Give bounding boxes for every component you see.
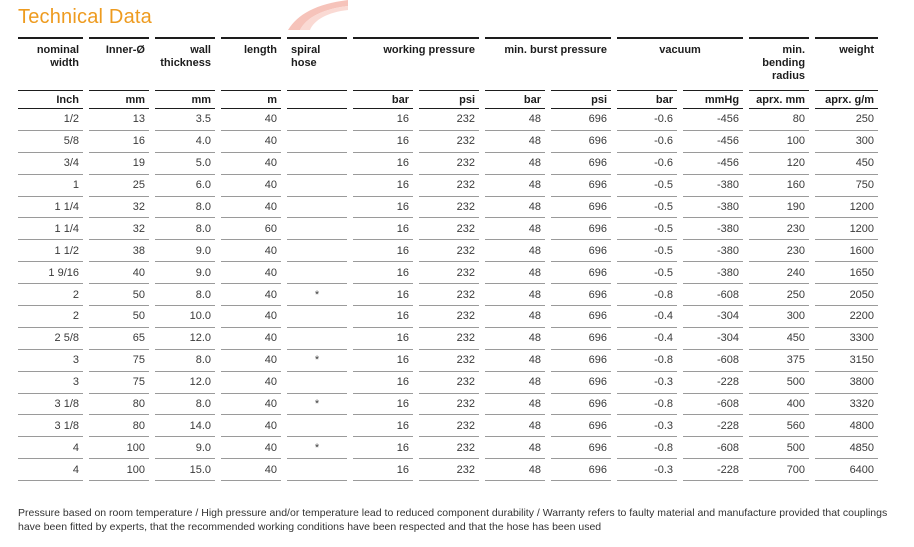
table-cell: 400 <box>746 393 812 415</box>
table-cell <box>284 240 350 262</box>
table-row <box>18 327 878 349</box>
table-cell: 9.0 <box>152 437 218 459</box>
table-cell: 48 <box>482 371 548 393</box>
table-row <box>18 262 878 284</box>
unit-cell: m <box>218 91 284 109</box>
table-cell: 232 <box>416 262 482 284</box>
table-row <box>18 196 878 218</box>
table-cell: 120 <box>746 152 812 174</box>
table-cell: 232 <box>416 415 482 437</box>
table-cell: 1 1/4 <box>18 218 86 240</box>
table-cell: 75 <box>86 371 152 393</box>
table-cell: 16 <box>350 306 416 328</box>
table-cell: 48 <box>482 262 548 284</box>
table-cell: 232 <box>416 327 482 349</box>
table-cell: 16 <box>350 262 416 284</box>
table-cell: -0.3 <box>614 415 680 437</box>
table-row <box>18 218 878 240</box>
table-cell: 3.5 <box>152 109 218 131</box>
table-cell: 160 <box>746 174 812 196</box>
table-cell: 40 <box>218 415 284 437</box>
table-row <box>18 109 878 131</box>
table-cell: 700 <box>746 459 812 481</box>
table-cell: 75 <box>86 349 152 371</box>
table-cell: 16 <box>350 218 416 240</box>
table-cell: 696 <box>548 174 614 196</box>
table-cell <box>284 218 350 240</box>
table-cell: 80 <box>746 109 812 131</box>
table-row <box>18 306 878 328</box>
table-cell: 232 <box>416 196 482 218</box>
table-row <box>18 174 878 196</box>
table-cell: -456 <box>680 109 746 131</box>
table-cell: 232 <box>416 130 482 152</box>
table-cell: -228 <box>680 459 746 481</box>
table-cell: 48 <box>482 130 548 152</box>
table-cell: -0.5 <box>614 174 680 196</box>
table-cell: -0.5 <box>614 218 680 240</box>
table-cell: 16 <box>350 109 416 131</box>
table-cell: 40 <box>218 349 284 371</box>
table-cell: 4.0 <box>152 130 218 152</box>
table-cell: 40 <box>218 196 284 218</box>
table-cell: 696 <box>548 415 614 437</box>
table-cell: 40 <box>218 437 284 459</box>
unit-cell: bar <box>614 91 680 109</box>
table-cell: -0.5 <box>614 262 680 284</box>
table-cell: 696 <box>548 371 614 393</box>
table-cell: 3150 <box>812 349 878 371</box>
table-cell: 232 <box>416 174 482 196</box>
table-cell: 80 <box>86 393 152 415</box>
table-row <box>18 240 878 262</box>
table-cell: 16 <box>350 174 416 196</box>
table-cell: 4 <box>18 459 86 481</box>
page-title: Technical Data <box>18 6 152 28</box>
header-bending-radius: min. bending radius <box>746 38 812 91</box>
table-cell: 232 <box>416 109 482 131</box>
table-cell: 3800 <box>812 371 878 393</box>
table-cell: 696 <box>548 393 614 415</box>
table-cell: 8.0 <box>152 349 218 371</box>
table-cell: * <box>284 437 350 459</box>
unit-cell: mm <box>86 91 152 109</box>
table-cell: 560 <box>746 415 812 437</box>
table-cell: 100 <box>86 459 152 481</box>
table-cell: -608 <box>680 284 746 306</box>
table-cell: 696 <box>548 130 614 152</box>
table-cell: 696 <box>548 349 614 371</box>
table-cell: 4800 <box>812 415 878 437</box>
table-cell: -0.8 <box>614 393 680 415</box>
table-cell: 6.0 <box>152 174 218 196</box>
table-cell: 3 1/8 <box>18 415 86 437</box>
table-cell <box>284 415 350 437</box>
table-cell: -304 <box>680 306 746 328</box>
table-row <box>18 152 878 174</box>
table-cell: 696 <box>548 196 614 218</box>
header-inner-diameter: Inner-Ø <box>86 38 152 91</box>
table-cell: 1650 <box>812 262 878 284</box>
table-cell: 19 <box>86 152 152 174</box>
table-cell: -608 <box>680 349 746 371</box>
table-cell: 50 <box>86 284 152 306</box>
unit-cell: bar <box>350 91 416 109</box>
table-cell: 696 <box>548 262 614 284</box>
table-cell: 40 <box>218 306 284 328</box>
footnote: Pressure based on room temperature / High pressure and/or temperature lead to reduced component durability / Warranty refers to faulty material and manufacture provided that couplings have been fitted by experts, that the recommended working conditions have been respected and that the hose has been used <box>18 507 888 533</box>
table-cell: -0.6 <box>614 130 680 152</box>
table-cell: -228 <box>680 371 746 393</box>
table-cell: 100 <box>86 437 152 459</box>
technical-data-table <box>18 37 878 481</box>
table-cell: 8.0 <box>152 218 218 240</box>
table-cell: 3320 <box>812 393 878 415</box>
table-cell: 3/4 <box>18 152 86 174</box>
table-cell: 40 <box>218 371 284 393</box>
table-cell: 13 <box>86 109 152 131</box>
table-cell: -228 <box>680 415 746 437</box>
table-cell: 40 <box>218 152 284 174</box>
table-cell: 48 <box>482 349 548 371</box>
table-cell: 48 <box>482 109 548 131</box>
table-cell: 190 <box>746 196 812 218</box>
table-cell: -0.5 <box>614 240 680 262</box>
table-cell: 2 5/8 <box>18 327 86 349</box>
table-cell: -0.4 <box>614 306 680 328</box>
table-cell: 40 <box>218 240 284 262</box>
table-cell: 232 <box>416 284 482 306</box>
table-cell: 230 <box>746 240 812 262</box>
table-cell: 232 <box>416 240 482 262</box>
table-cell: 450 <box>812 152 878 174</box>
header-length: length <box>218 38 284 91</box>
table-cell: 80 <box>86 415 152 437</box>
header-working-pressure: working pressure <box>350 38 482 91</box>
table-cell: 100 <box>746 130 812 152</box>
table-cell: 48 <box>482 327 548 349</box>
table-cell <box>284 262 350 284</box>
table-row <box>18 349 878 371</box>
table-cell: 250 <box>812 109 878 131</box>
table-cell: 696 <box>548 284 614 306</box>
table-cell: 48 <box>482 196 548 218</box>
table-cell: 1 9/16 <box>18 262 86 284</box>
table-cell: 450 <box>746 327 812 349</box>
table-cell: -0.3 <box>614 371 680 393</box>
table-cell: -456 <box>680 152 746 174</box>
table-cell <box>284 327 350 349</box>
table-cell: 16 <box>350 371 416 393</box>
table-cell: 232 <box>416 393 482 415</box>
table-cell <box>284 152 350 174</box>
unit-cell: mm <box>152 91 218 109</box>
unit-cell: psi <box>548 91 614 109</box>
table-cell: 375 <box>746 349 812 371</box>
table-cell: 16 <box>350 130 416 152</box>
table-cell: 230 <box>746 218 812 240</box>
table-body <box>18 109 878 481</box>
table-cell: * <box>284 284 350 306</box>
table-cell: -380 <box>680 174 746 196</box>
table-cell: 232 <box>416 371 482 393</box>
table-cell: 300 <box>812 130 878 152</box>
table-cell: 16 <box>350 393 416 415</box>
table-cell: 40 <box>218 130 284 152</box>
unit-cell: bar <box>482 91 548 109</box>
header-wall-thickness: wall thickness <box>152 38 218 91</box>
table-cell: -380 <box>680 218 746 240</box>
header-weight: weight <box>812 38 878 91</box>
table-cell: 15.0 <box>152 459 218 481</box>
table-cell: 40 <box>218 459 284 481</box>
table-cell: 8.0 <box>152 284 218 306</box>
table-cell: 500 <box>746 371 812 393</box>
table-cell: 696 <box>548 152 614 174</box>
table-cell: 16 <box>350 240 416 262</box>
table-cell: 48 <box>482 437 548 459</box>
table-cell: 2 <box>18 284 86 306</box>
table-cell <box>284 130 350 152</box>
table-cell: 3300 <box>812 327 878 349</box>
table-cell: 40 <box>218 109 284 131</box>
table-cell: 232 <box>416 459 482 481</box>
table-cell: -380 <box>680 262 746 284</box>
table-cell: * <box>284 393 350 415</box>
table-cell: 40 <box>218 262 284 284</box>
table-cell: 696 <box>548 306 614 328</box>
table-cell: 696 <box>548 327 614 349</box>
table-cell: 48 <box>482 284 548 306</box>
table-cell: 4 <box>18 437 86 459</box>
table-cell: 232 <box>416 349 482 371</box>
table-cell: -0.8 <box>614 349 680 371</box>
table-cell: 16 <box>350 327 416 349</box>
table-row <box>18 371 878 393</box>
table-cell <box>284 109 350 131</box>
table-cell: -0.4 <box>614 327 680 349</box>
header-vacuum: vacuum <box>614 38 746 91</box>
table-cell: 3 <box>18 371 86 393</box>
table-cell: -0.3 <box>614 459 680 481</box>
table-cell: 750 <box>812 174 878 196</box>
table-cell: 12.0 <box>152 327 218 349</box>
table-cell: 5.0 <box>152 152 218 174</box>
table-cell: 1 1/2 <box>18 240 86 262</box>
table-cell: 232 <box>416 437 482 459</box>
table-cell: -608 <box>680 393 746 415</box>
table-cell: 50 <box>86 306 152 328</box>
table-cell <box>284 371 350 393</box>
header-spiral-hose: spiral hose <box>284 38 350 91</box>
table-cell: 696 <box>548 240 614 262</box>
table-cell: 40 <box>218 284 284 306</box>
table-row <box>18 284 878 306</box>
table-cell: 40 <box>218 327 284 349</box>
table-cell: 32 <box>86 218 152 240</box>
table-cell <box>284 196 350 218</box>
unit-header-row <box>18 91 878 109</box>
table-cell <box>284 459 350 481</box>
table-cell: 250 <box>746 284 812 306</box>
table-cell <box>284 174 350 196</box>
table-cell: * <box>284 349 350 371</box>
table-cell: -304 <box>680 327 746 349</box>
header-burst-pressure: min. burst pressure <box>482 38 614 91</box>
table-cell: 40 <box>218 393 284 415</box>
table-cell: 14.0 <box>152 415 218 437</box>
table-cell: 8.0 <box>152 196 218 218</box>
table-cell: 300 <box>746 306 812 328</box>
table-cell: 696 <box>548 109 614 131</box>
table-cell: 16 <box>350 459 416 481</box>
table-cell: 40 <box>218 174 284 196</box>
table-cell: 9.0 <box>152 240 218 262</box>
table-cell: 232 <box>416 152 482 174</box>
table-cell: 12.0 <box>152 371 218 393</box>
table-cell: 232 <box>416 218 482 240</box>
table-cell: 500 <box>746 437 812 459</box>
table-cell: 48 <box>482 218 548 240</box>
table-cell: 48 <box>482 393 548 415</box>
table-cell: 240 <box>746 262 812 284</box>
header-nominal-width: nominal width <box>18 38 86 91</box>
table-cell: 40 <box>86 262 152 284</box>
table-cell: 1 <box>18 174 86 196</box>
table-cell: 25 <box>86 174 152 196</box>
unit-cell: aprx. g/m <box>812 91 878 109</box>
table-cell: 1 1/4 <box>18 196 86 218</box>
table-cell: -0.6 <box>614 109 680 131</box>
table-cell: 5/8 <box>18 130 86 152</box>
table-cell: -456 <box>680 130 746 152</box>
table-cell: 48 <box>482 240 548 262</box>
table-cell: 4850 <box>812 437 878 459</box>
table-cell: 3 1/8 <box>18 393 86 415</box>
table-cell: 8.0 <box>152 393 218 415</box>
table-cell: 48 <box>482 306 548 328</box>
table-cell: 60 <box>218 218 284 240</box>
table-cell: -380 <box>680 240 746 262</box>
table-cell: 16 <box>350 152 416 174</box>
unit-cell: psi <box>416 91 482 109</box>
table-cell: 48 <box>482 459 548 481</box>
column-header-row <box>18 38 878 91</box>
table-cell: -380 <box>680 196 746 218</box>
table-cell: 1200 <box>812 196 878 218</box>
table-cell: 2200 <box>812 306 878 328</box>
table-cell: 16 <box>350 196 416 218</box>
table-cell: 48 <box>482 174 548 196</box>
table-cell: 9.0 <box>152 262 218 284</box>
table-cell: 2 <box>18 306 86 328</box>
table-cell: 6400 <box>812 459 878 481</box>
table-cell: 16 <box>350 415 416 437</box>
table-cell: 1600 <box>812 240 878 262</box>
table-cell: 16 <box>350 284 416 306</box>
table-row <box>18 437 878 459</box>
table-row <box>18 130 878 152</box>
table-cell: 48 <box>482 415 548 437</box>
table-row <box>18 415 878 437</box>
table-cell: 16 <box>350 437 416 459</box>
table-cell: 696 <box>548 459 614 481</box>
table-cell: 2050 <box>812 284 878 306</box>
table-cell <box>284 306 350 328</box>
table-cell: 16 <box>350 349 416 371</box>
unit-cell: Inch <box>18 91 86 109</box>
table-cell: 32 <box>86 196 152 218</box>
table-cell: 16 <box>86 130 152 152</box>
table-cell: 3 <box>18 349 86 371</box>
table-cell: 696 <box>548 218 614 240</box>
table-cell: 232 <box>416 306 482 328</box>
table-cell: 10.0 <box>152 306 218 328</box>
table-cell: -0.6 <box>614 152 680 174</box>
unit-cell <box>284 91 350 109</box>
table-cell: -0.8 <box>614 437 680 459</box>
unit-cell: aprx. mm <box>746 91 812 109</box>
table-cell: 38 <box>86 240 152 262</box>
decorative-swoosh <box>258 0 348 30</box>
table-cell: 65 <box>86 327 152 349</box>
unit-cell: mmHg <box>680 91 746 109</box>
table-cell: 48 <box>482 152 548 174</box>
table-row <box>18 393 878 415</box>
table-cell: 696 <box>548 437 614 459</box>
table-cell: -0.8 <box>614 284 680 306</box>
table-cell: -608 <box>680 437 746 459</box>
table-cell: 1200 <box>812 218 878 240</box>
table-cell: 1/2 <box>18 109 86 131</box>
table-cell: -0.5 <box>614 196 680 218</box>
table-row <box>18 459 878 481</box>
